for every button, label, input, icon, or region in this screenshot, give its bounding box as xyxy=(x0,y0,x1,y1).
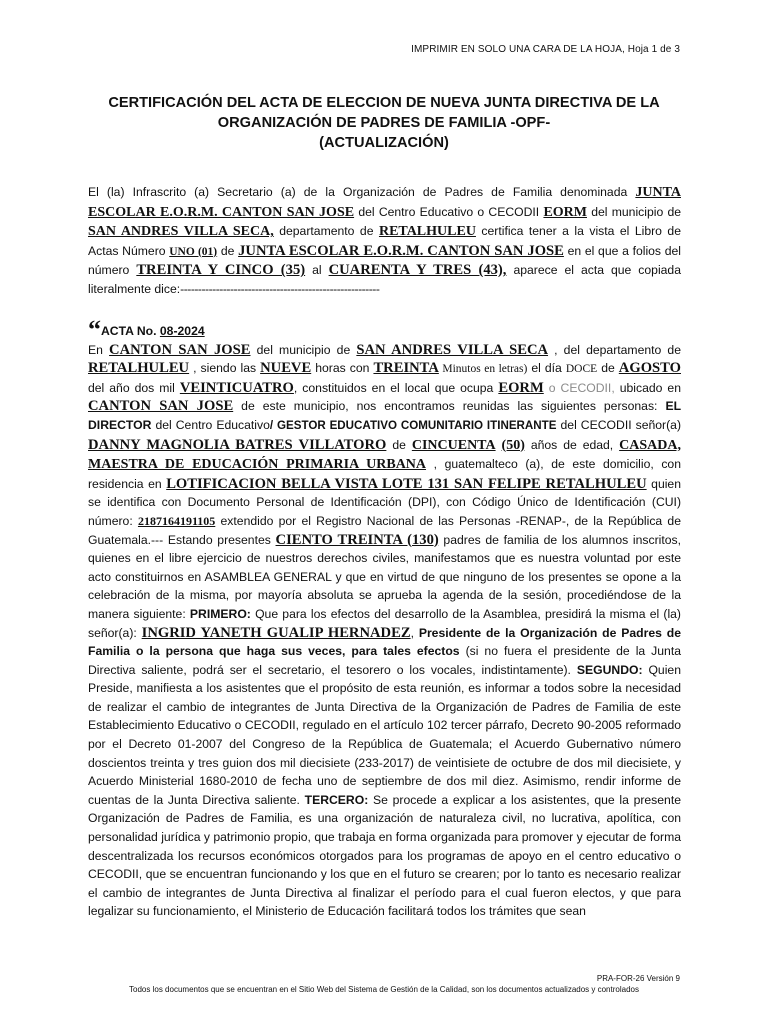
org-name: JUNTA ESCOLAR E.O.R.M. CANTON SAN JOSE xyxy=(88,185,681,220)
segundo-label: SEGUNDO: xyxy=(576,662,643,677)
acta-anio: VEINTICUATRO xyxy=(179,379,294,396)
acta-minutos-note: Minutos en letras) xyxy=(438,363,528,376)
acta-text: del CECODII señor(a) xyxy=(556,417,682,432)
form-code: PRA-FOR-26 Versión 9 xyxy=(596,974,680,983)
acta-local: EORM xyxy=(498,379,544,396)
tercero-label: TERCERO: xyxy=(304,792,369,807)
folio-end: CUARENTA Y TRES (43), xyxy=(328,262,507,279)
intro-text: al xyxy=(305,263,329,278)
director-residence: LOTIFICACION BELLA VISTA LOTE 131 SAN FELIPE RETALHULEU xyxy=(166,475,647,492)
intro-text: de xyxy=(217,243,239,258)
acta-text: ubicado en xyxy=(614,380,681,395)
print-instruction: IMPRIMIR EN SOLO UNA CARA DE LA HOJA, Hoja 1 de 3 xyxy=(411,44,680,55)
director-status: CASADA, MAESTRA DE EDUCACIÓN PRIMARIA URBANA xyxy=(88,437,681,473)
libro-number: UNO (01) xyxy=(169,245,218,258)
director-name: DANNY MAGNOLIA BATRES VILLATORO xyxy=(88,436,387,453)
intro-text: certifica tener a la vista el Libro de Actas Número xyxy=(88,224,681,258)
acta-municipio: SAN ANDRES VILLA SECA xyxy=(356,341,549,358)
org-name-2: JUNTA ESCOLAR E.O.R.M. CANTON SAN JOSE xyxy=(238,242,564,259)
acta-dia: DOCE xyxy=(565,363,598,376)
president-role: Presidente de la Organización de Padres de Familia o la persona que haga sus veces, para tales efectos xyxy=(88,625,681,659)
intro-text: del Centro Educativo o CECODII xyxy=(354,204,544,219)
intro-text: aparece el acta que copiada literalmente dice: xyxy=(88,263,681,296)
title-line-1: CERTIFICACIÓN DEL ACTA DE ELECCION DE NUEVA JUNTA DIRECTIVA DE LA xyxy=(108,95,660,111)
acta-text: En xyxy=(88,342,110,357)
acta-text: de xyxy=(597,361,619,376)
acta-body xyxy=(88,315,682,921)
acta-minutos: TREINTA xyxy=(373,360,439,377)
intro-text: El (la) Infrascrito (a) Secretario (a) de la Organización de Padres de Familia denominada xyxy=(88,185,636,199)
title-line-3: (ACTUALIZACIÓN) xyxy=(319,135,449,151)
attendees-count: CIENTO TREINTA (130) xyxy=(275,531,439,548)
acta-text: años de edad, xyxy=(524,437,620,452)
president-name: INGRID YANETH GUALIP HERNADEZ xyxy=(141,624,411,641)
acta-text: del año dos mil xyxy=(88,380,180,395)
acta-text: extendido por el Registro Nacional de las Personas -RENAP-, de la República de Guatemala.--- Estando presentes xyxy=(88,513,681,547)
acta-text: del Centro Educativo xyxy=(151,417,270,432)
acta-hora: NUEVE xyxy=(260,360,312,377)
acta-local-alt: o CECODII, xyxy=(543,380,615,395)
school-name: EORM xyxy=(543,204,587,220)
acta-label: ACTA No. xyxy=(101,324,160,338)
acta-mes: AGOSTO xyxy=(618,360,681,377)
director-cui: 2187164191105 xyxy=(137,513,216,528)
acta-text: de xyxy=(386,437,412,452)
gestor-label: / GESTOR EDUCATIVO COMUNITARIO ITINERANTE xyxy=(269,418,557,432)
acta-text: , constituidos en el local que ocupa xyxy=(293,380,499,395)
intro-text: departamento de xyxy=(273,224,379,239)
title-line-2: ORGANIZACIÓN DE PADRES DE FAMILIA -OPF- xyxy=(217,115,551,131)
acta-number: 08-2024 xyxy=(159,324,205,338)
director-age: CINCUENTA xyxy=(411,437,496,453)
acta-text: del municipio de xyxy=(250,342,357,357)
acta-text: quien se identifica con Documento Personal de Identificación (DPI), con Código Único de Identificación (CUI) número: xyxy=(88,476,681,528)
acta-text: Se procede a explicar a los asistentes, que la presente Organización de Padres de Familia, es una organización de naturaleza civil, no lucrativa, apolítica, con personalidad jurídica y patrimonio propio, que trabaja en forma organizada para promover y ejecutar de forma descentralizada los recursos económicos otorgados para los programas de apoyo en el centro educativo o CECODII, que se encuentran funcionando y los que en el futuro se crearen; por lo tanto es necesario realizar el cambio de integrantes de Junta Directiva al finalizar el período para el cual fueron electos, y que para legalizar su funcionamiento, el Ministerio de Educación facilitará todos los trámites que sean xyxy=(88,792,681,919)
primero-label: PRIMERO: xyxy=(189,606,251,621)
acta-text: Que para los efectos del desarrollo de la Asamblea, presidirá la misma el (la) señor(a): xyxy=(88,606,681,640)
acta-ubicacion: CANTON SAN JOSE xyxy=(88,398,234,415)
folio-start: TREINTA Y CINCO (35) xyxy=(136,262,306,279)
acta-text: Quien Preside, manifiesta a los asistentes que el propósito de esta reunión, es informar a todos sobre la necesidad de realizar el cambio de integrantes de Junta Directiva de la Organización de Padres de Familia de este Establecimiento Educativo o CECODII, regulado en el artículo 102 tercer párrafo, Decreto 90-2005 reformado por el Decreto 01-2007 del Congreso de la República de Guatemala; el Acuerdo Gubernativo número doscientos treinta y tres guion dos mil diecisiete (233-2017) de veintisiete de octubre de dos mil diecisiete, y Acuerdo Ministerial 1680-2010 de fecha uno de septiembre de dos mil diez. Asimismo, rendir informe de cuentas de la Junta Directiva saliente. xyxy=(88,662,681,807)
open-quote: “ xyxy=(88,315,101,344)
acta-text: , siendo las xyxy=(189,361,261,376)
intro-text: del municipio de xyxy=(587,204,682,219)
acta-text: el día xyxy=(527,361,566,376)
dash-fill: -------------------------------------------------------- xyxy=(180,281,380,296)
footer-note: Todos los documentos que se encuentran en el Sitio Web del Sistema de Gestión de la Calidad, son los documentos actualizados y controlados xyxy=(129,985,639,994)
acta-text: horas con xyxy=(311,361,374,376)
intro-text: en el que a folios del número xyxy=(88,243,681,278)
acta-text: , xyxy=(410,625,419,640)
departamento-name: RETALHULEU xyxy=(378,224,476,240)
acta-text: (si no fuera el presidente de la Junta Directiva saliente, podrá ser el secretario, el tesorero o los vocales, indistintamente). xyxy=(88,644,682,677)
director-age-number: (50) xyxy=(501,437,525,453)
acta-text: padres de familia de los alumnos inscritos, quienes en el libre ejercicio de nuestros derechos civiles, manifestamos que es nuestra voluntad por este acto constituirnos en ASAMBLEA GENERAL y que en virtud de que ninguno de los presentes se opone a la celebración de la misma, por mayoría absoluta se aprueba la agenda de la sesión, procediéndose de la manera siguiente: xyxy=(88,532,681,621)
certification-intro xyxy=(88,183,681,299)
acta-text: de este municipio, nos encontramos reunidas las siguientes personas: xyxy=(233,399,666,414)
acta-departamento: RETALHULEU xyxy=(88,360,190,377)
municipio-name: SAN ANDRES VILLA SECA, xyxy=(88,224,274,240)
director-label: EL DIRECTOR xyxy=(88,399,682,432)
acta-text: , del departamento de xyxy=(548,342,681,357)
acta-lugar: CANTON SAN JOSE xyxy=(109,341,251,358)
acta-text: , guatemalteco (a), de este domicilio, con residencia en xyxy=(88,457,681,491)
document-title xyxy=(60,93,708,153)
